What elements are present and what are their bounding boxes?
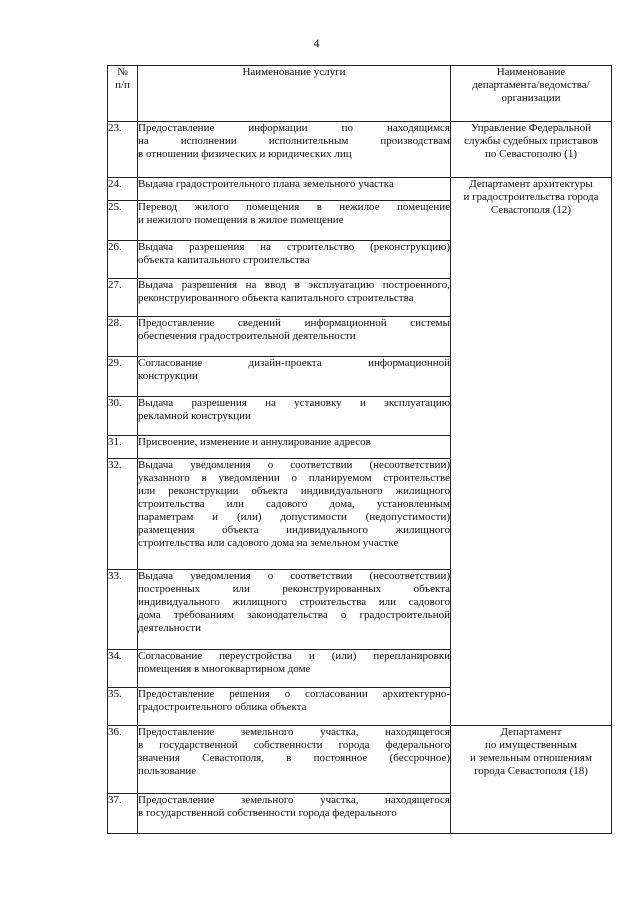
service-name-line: Выдача разрешения на ввод в эксплуатацию построенного,: [138, 279, 450, 291]
service-name-line: рекламной конструкции: [138, 410, 251, 422]
row-number: 30.: [108, 397, 138, 436]
service-name: [138, 570, 451, 650]
row-number: 33.: [108, 570, 138, 650]
service-name-line: Выдача разрешения на установку и эксплуатацию: [138, 397, 450, 409]
row-number: 26.: [108, 241, 138, 279]
row-number: 28.: [108, 317, 138, 357]
service-name-line: параметрам и (или) допустимости (недопустимости): [138, 511, 450, 523]
service-name-line: строительства или садового дома на земельном участке: [138, 537, 399, 549]
department-line: по имущественным: [485, 739, 577, 751]
service-name-line: Предоставление сведений информационной системы: [138, 317, 450, 329]
row-number: 29.: [108, 357, 138, 397]
service-name-line: Выдача уведомления о соответствии (несоответствии): [138, 570, 450, 582]
service-name-line: градостроительного облика объекта: [138, 701, 307, 713]
header-department-line2: департамента/ведомства/: [472, 79, 590, 91]
service-name-line: размещения объекта индивидуального жилищного: [138, 524, 450, 536]
row-number: 23.: [108, 122, 138, 178]
service-name: [138, 436, 451, 459]
table-row: [108, 178, 612, 201]
header-number-line1: №: [117, 66, 128, 78]
service-name-line: строительства или садового дома, установленным: [138, 498, 450, 510]
service-name-line: указанного в уведомлении о планируемом строительстве: [138, 472, 450, 484]
service-name-line: Перевод жилого помещения в нежилое помещение: [138, 201, 450, 213]
row-number: 27.: [108, 279, 138, 317]
service-name-line: и нежилого помещения в жилое помещение: [138, 214, 344, 226]
department-line: города Севастополя (18): [474, 765, 588, 777]
service-name: [138, 650, 451, 688]
service-name: [138, 317, 451, 357]
page-number: 4: [313, 36, 320, 50]
service-name-line: обеспечения градостроительной деятельности: [138, 330, 356, 342]
department-line: и земельным отношениям: [470, 752, 592, 764]
service-name-line: Предоставление земельного участка, находящегося: [138, 794, 450, 806]
service-name: [138, 459, 451, 570]
department-line: службы судебных приставов: [464, 135, 598, 147]
row-number: 34.: [108, 650, 138, 688]
department-line: Департамент: [500, 726, 562, 738]
service-name-line: Предоставление земельного участка, находящегося: [138, 726, 450, 738]
service-name-line: пользование: [138, 765, 197, 777]
department-line: Управление Федеральной: [470, 122, 592, 134]
service-name-line: конструкции: [138, 370, 198, 382]
row-number: 31.: [108, 436, 138, 459]
service-name: [138, 726, 451, 794]
service-name: [138, 241, 451, 279]
table-header-row: [108, 66, 612, 122]
service-name-line: значения Севастополя, в постоянное (бессрочное): [138, 752, 450, 764]
table-row: [108, 726, 612, 794]
service-name: [138, 397, 451, 436]
service-name: [138, 688, 451, 726]
service-name-line: Выдача уведомления о соответствии (несоответствии): [138, 459, 450, 471]
row-number: 35.: [108, 688, 138, 726]
table-row: [108, 122, 612, 178]
service-name-line: в государственной собственности города федерального: [138, 807, 397, 819]
department-d2: [451, 178, 612, 726]
header-number: [108, 66, 138, 122]
service-name-line: индивидуального жилищного строительства или садового: [138, 596, 450, 608]
header-department: [451, 66, 612, 122]
service-name-line: в государственной собственности города федерального: [138, 739, 450, 751]
service-name: [138, 201, 451, 241]
service-name: [138, 178, 451, 201]
service-name-line: Согласование дизайн-проекта информационной: [138, 357, 450, 369]
row-number: 25.: [108, 201, 138, 241]
department-d3: [451, 726, 612, 834]
service-name-line: реконструированного объекта капитального строительства: [138, 292, 414, 304]
row-number: 37.: [108, 794, 138, 834]
header-department-line3: организации: [501, 92, 561, 104]
service-name-line: объекта капитального строительства: [138, 254, 310, 266]
service-name: [138, 357, 451, 397]
service-name-line: или реконструкции объекта индивидуального жилищного: [138, 485, 450, 497]
service-name-line: деятельности: [138, 622, 201, 634]
service-name-line: Предоставление решения о согласовании архитектурно-: [138, 688, 450, 700]
department-d1: [451, 122, 612, 178]
service-name-line: помещения в многоквартирном доме: [138, 663, 311, 675]
department-line: и градостроительства города: [463, 191, 599, 203]
service-name-line: на исполнении исполнительным производствам: [138, 135, 450, 147]
service-name: [138, 279, 451, 317]
service-name-line: Предоставление информации по находящимся: [138, 122, 450, 134]
row-number: 24.: [108, 178, 138, 201]
department-line: Севастополя (12): [490, 204, 572, 216]
row-number: 36.: [108, 726, 138, 794]
row-number: 32.: [108, 459, 138, 570]
service-name-line: Согласование переустройства и (или) перепланировки: [138, 650, 450, 662]
service-name: [138, 794, 451, 834]
department-line: по Севастополю (1): [485, 148, 577, 160]
service-name-line: дома требованиям законодательства о градостроительной: [138, 609, 450, 621]
service-name-line: Выдача градостроительного плана земельного участка: [138, 178, 394, 190]
service-name: [138, 122, 451, 178]
header-service-name: Наименование услуги: [138, 66, 451, 122]
service-name-line: в отношении физических и юридических лиц: [138, 148, 352, 160]
service-name-line: Выдача разрешения на строительство (реконструкцию): [138, 241, 450, 253]
service-name-line: Присвоение, изменение и аннулирование адресов: [138, 436, 371, 448]
department-line: Департамент архитектуры: [469, 178, 593, 190]
header-number-line2: п/п: [115, 79, 130, 91]
header-department-line1: Наименование: [496, 66, 566, 78]
service-name-line: построенных или реконструированных объекта: [138, 583, 450, 595]
services-table: [107, 65, 612, 834]
